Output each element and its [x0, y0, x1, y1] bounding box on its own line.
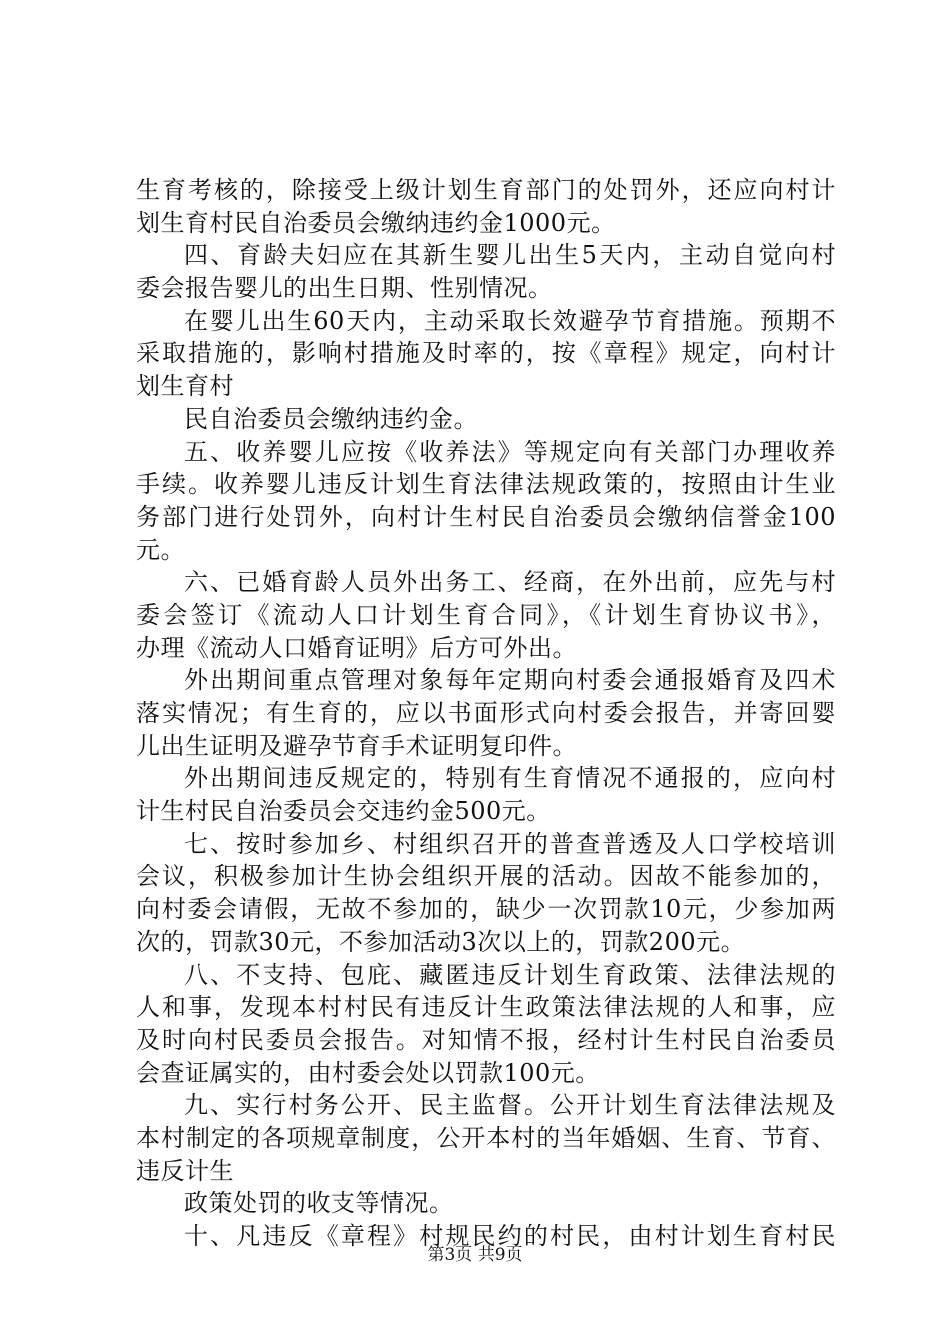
text-line: 生育考核的，除接受上级计划生育部门的处罚外，还应向村计 [136, 176, 836, 204]
text-line: 计生村民自治委员会交违约金500元。 [136, 797, 551, 826]
text-line: 委会签订《流动人口计划生育合同》，《计划生育协议书》， [136, 600, 836, 629]
text-line: 儿出生证明及避孕节育手术证明复印件。 [136, 731, 577, 760]
text-line: 委会报告婴儿的出生日期、性别情况。 [136, 274, 553, 303]
document-body [136, 174, 836, 1253]
text-line: 四、育龄夫妇应在其新生婴儿出生5天内，主动自觉向村 [184, 241, 836, 270]
text-line: 人和事，发现本村村民有违反计生政策法律法规的人和事，应 [136, 993, 836, 1022]
text-line: 及时向村民委员会报告。对知情不报，经村计生村民自治委员 [136, 1025, 836, 1054]
text-line: 手续。收养婴儿违反计划生育法律法规政策的，按照由计生业 [136, 470, 836, 499]
text-line: 务部门进行处罚外，向村计生村民自治委员会缴纳信誉金100 [136, 502, 836, 531]
text-line: 在婴儿出生60天内，主动采取长效避孕节育措施。预期不 [184, 306, 836, 335]
text-line: 五、收养婴儿应按《收养法》等规定向有关部门办理收养 [184, 437, 836, 466]
text-line: 九、实行村务公开、民主监督。公开计划生育法律法规及 [184, 1091, 836, 1120]
text-line: 外出期间重点管理对象每年定期向村委会通报婚育及四术 [184, 666, 836, 695]
text-line: 七、按时参加乡、村组织召开的普查普透及人口学校培训 [184, 829, 836, 858]
text-line: 采取措施的，影响村措施及时率的，按《章程》规定，向村计 [136, 339, 836, 368]
text-line: 会查证属实的，由村委会处以罚款100元。 [136, 1058, 600, 1087]
page-footer: 第3页 共9页 [427, 1245, 523, 1265]
text-line: 次的，罚款30元，不参加活动3次以上的，罚款200元。 [136, 927, 746, 956]
text-line: 元。 [136, 535, 185, 564]
text-line: 办理《流动人口婚育证明》后方可外出。 [136, 633, 577, 662]
text-line: 本村制定的各项规章制度，公开本村的当年婚姻、生育、节育、 [136, 1123, 836, 1152]
text-line: 划生育村 [136, 372, 234, 401]
text-line: 向村委会请假，无故不参加的，缺少一次罚款10元，少参加两 [136, 895, 836, 924]
text-line: 外出期间违反规定的，特别有生育情况不通报的，应向村 [184, 764, 836, 793]
text-line: 八、不支持、包庇、藏匿违反计划生育政策、法律法规的 [184, 960, 836, 989]
text-line: 会议，积极参加计生协会组织开展的活动。因故不能参加的， [136, 862, 836, 891]
text-line: 违反计生 [136, 1156, 234, 1185]
text-line: 民自治委员会缴纳违约金。 [184, 404, 478, 433]
text-line: 十、凡违反《章程》村规民约的村民，由村计划生育村民 [184, 1222, 836, 1250]
text-line: 政策处罚的收支等情况。 [184, 1189, 454, 1218]
text-line: 落实情况；有生育的，应以书面形式向村委会报告，并寄回婴 [136, 699, 836, 727]
text-line: 六、已婚育龄人员外出务工、经商，在外出前，应先与村 [184, 568, 836, 597]
text-line: 划生育村民自治委员会缴纳违约金1000元。 [136, 208, 616, 237]
